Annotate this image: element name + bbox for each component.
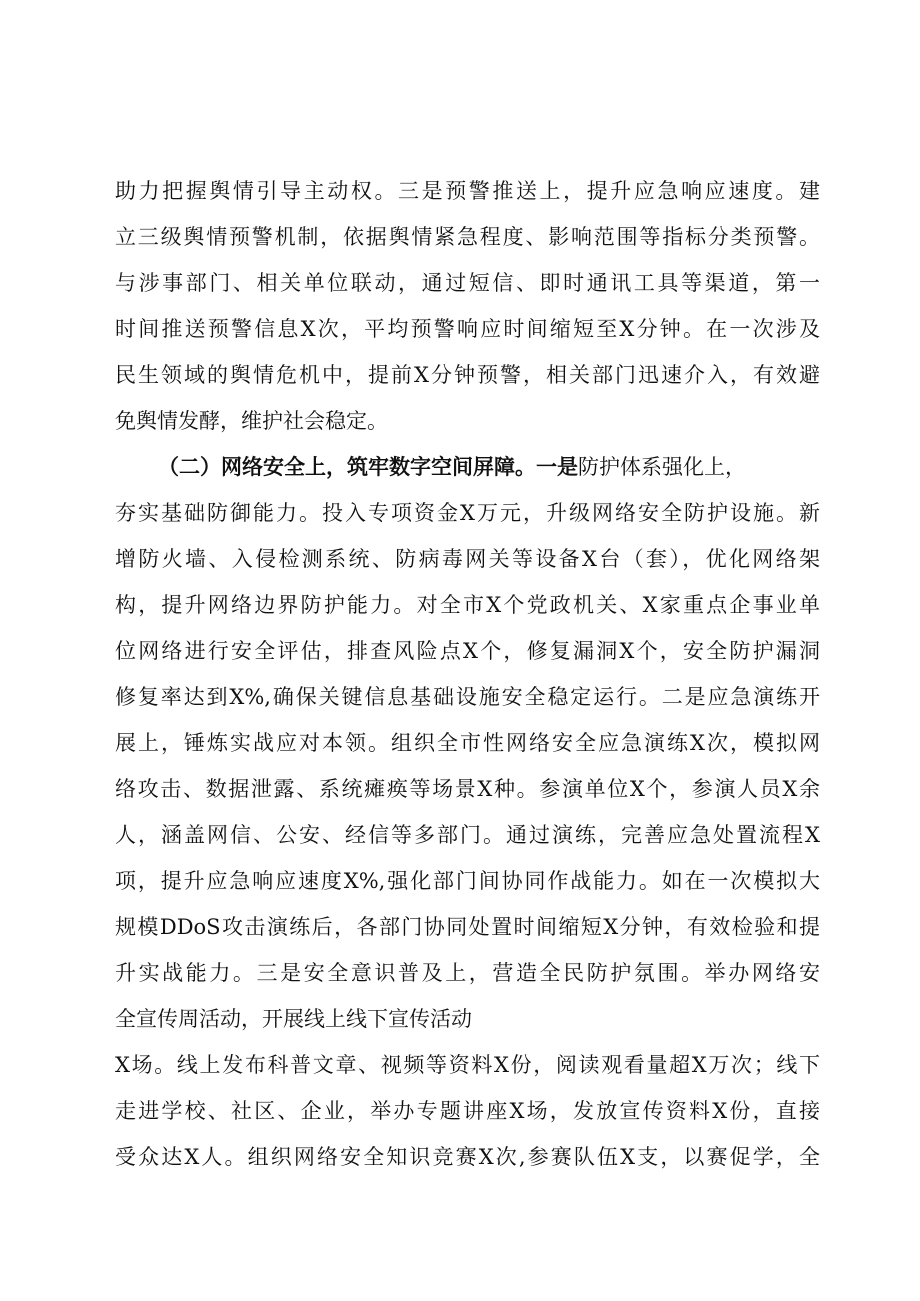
text-line: 夯实基础防御能力。投入专项资金X万元，升级网络安全防护设施。新: [115, 501, 820, 525]
text-line: 构，提升网络边界防护能力。对全市X个党政机关、X家重点企事业单: [115, 593, 820, 617]
item-text: 防护体系强化上，: [578, 455, 746, 479]
text-line: 展上，锤炼实战应对本领。组织全市性网络安全应急演练X次，模拟网: [115, 731, 820, 755]
section-heading: （二）网络安全上，筑牢数字空间屏障。: [158, 454, 536, 479]
text-line: 全宣传周活动，开展线上线下宣传活动: [115, 1007, 472, 1031]
text-line: 络攻击、数据泄露、系统瘫痪等场景X种。参演单位X个，参演人员X余: [115, 777, 820, 801]
text-line: 助力把握舆情引导主动权。三是预警推送上，提升应急响应速度。建: [115, 179, 820, 203]
section-heading-line: [115, 444, 820, 490]
text-line: 增防火墙、入侵检测系统、防病毒网关等设备X台（套），优化网络架: [115, 547, 820, 571]
text-line: X场。线上发布科普文章、视频等资料X份，阅读观看量超X万次；线下: [115, 1053, 820, 1077]
text-line: 立三级舆情预警机制，依据舆情紧急程度、影响范围等指标分类预警。: [115, 225, 820, 249]
text-line: 规模DDoS攻击演练后，各部门协同处置时间缩短X分钟，有效检验和提: [115, 915, 820, 939]
text-line: 项，提升应急响应速度X%,强化部门间协同作战能力。如在一次模拟大: [115, 869, 820, 893]
item-lead: 一是: [536, 454, 578, 479]
text-line: 修复率达到X%,确保关键信息基础设施安全稳定运行。二是应急演练开: [115, 685, 820, 709]
text-line: 走进学校、社区、企业，举办专题讲座X场，发放宣传资料X份，直接: [115, 1099, 820, 1123]
text-line: 受众达X人。组织网络安全知识竞赛X次,参赛队伍X支，以赛促学，全: [115, 1145, 820, 1169]
text-line: 位网络进行安全评估，排查风险点X个，修复漏洞X个，安全防护漏洞: [115, 639, 820, 663]
text-line: 民生领域的舆情危机中，提前X分钟预警，相关部门迅速介入，有效避: [115, 363, 820, 387]
text-line: 免舆情发酵，维护社会稳定。: [115, 409, 388, 433]
text-line: 与涉事部门、相关单位联动，通过短信、即时通讯工具等渠道，第一: [115, 271, 820, 295]
text-line: 时间推送预警信息X次，平均预警响应时间缩短至X分钟。在一次涉及: [115, 317, 820, 341]
document-body: [115, 168, 820, 1180]
text-line: 人，涵盖网信、公安、经信等多部门。通过演练，完善应急处置流程X: [115, 823, 820, 847]
text-line: 升实战能力。三是安全意识普及上，营造全民防护氛围。举办网络安: [115, 961, 820, 985]
